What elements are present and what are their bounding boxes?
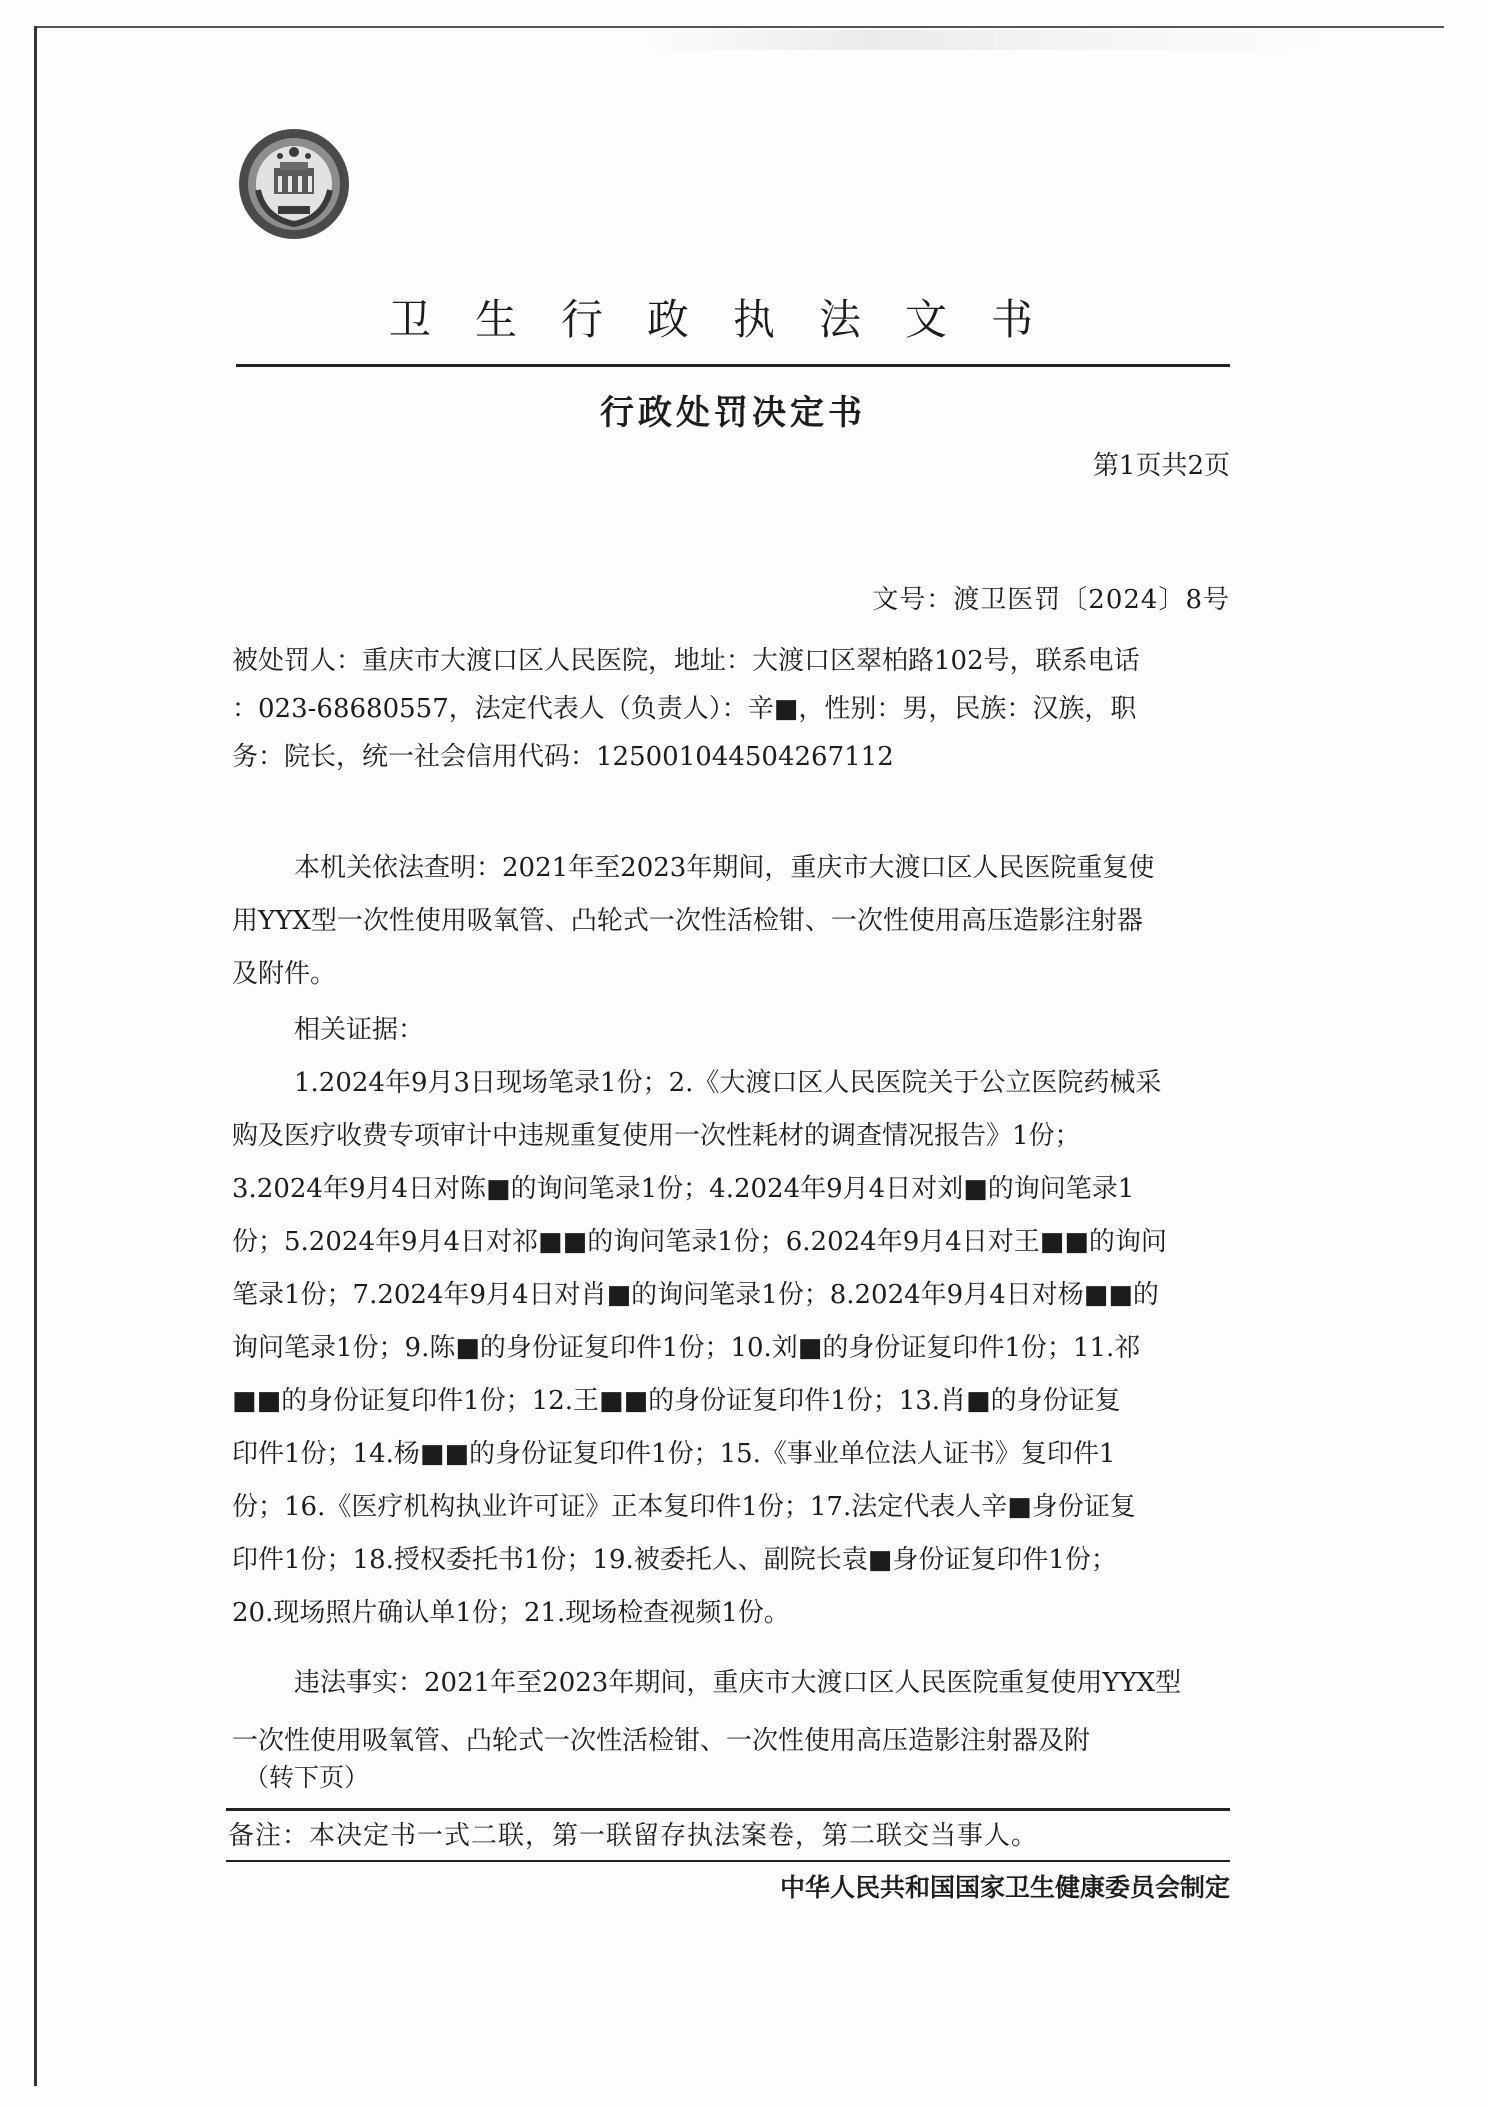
facts-line: 违法事实：2021年至2023年期间，重庆市大渡口区人民医院重复使用YYX型 [294,1668,1182,1698]
page-counter: 第1页共2页 [1092,451,1230,481]
document-number: 文号：渡卫医罚〔2024〕8号 [872,585,1230,615]
evidence-line: 笔录1份；7.2024年9月4日对肖■的询问笔录1份；8.2024年9月4日对杨■■的 [232,1280,1159,1310]
footer-divider-bottom [226,1860,1230,1862]
scan-smudge [640,30,1330,50]
evidence-line: 购及医疗收费专项审计中违规重复使用一次性耗材的调查情况报告》1份； [232,1121,1081,1151]
series-title: 卫生行政执法文书 [388,295,1077,344]
evidence-line: 3.2024年9月4日对陈■的询问笔录1份；4.2024年9月4日对刘■的询问笔录1 [232,1174,1135,1204]
evidence-section [232,1004,1232,1640]
evidence-line: 1.2024年9月3日现场笔录1份；2.《大渡口区人民医院关于公立医院药械采 [294,1068,1162,1098]
evidence-heading: 相关证据： [294,1015,425,1045]
findings-line: 及附件。 [232,959,337,989]
violation-facts-section [232,1654,1232,1770]
document-title: 行政处罚决定书 [600,393,866,433]
party-line: 被处罚人：重庆市大渡口区人民医院，地址：大渡口区翠柏路102号，联系电话 [232,646,1140,676]
party-line: 务：院长，统一社会信用代码：125001044504267112 [232,742,894,772]
evidence-line: 询问笔录1份；9.陈■的身份证复印件1份；10.刘■的身份证复印件1份；11.祁 [232,1333,1141,1363]
page-edge-left [34,26,37,2086]
findings-line: 用YYX型一次性使用吸氧管、凸轮式一次性活检钳、一次性使用高压造影注射器 [232,906,1143,936]
penalized-party-section [232,637,1232,781]
evidence-line: 份；16.《医疗机构执业许可证》正本复印件1份；17.法定代表人辛■身份证复 [232,1492,1136,1522]
evidence-line: 份；5.2024年9月4日对祁■■的询问笔录1份；6.2024年9月4日对王■■的询问 [232,1227,1167,1257]
remark-note: 备注：本决定书一式二联，第一联留存执法案卷，第二联交当事人。 [228,1821,1039,1851]
evidence-line: 20.现场照片确认单1份；21.现场检查视频1份。 [232,1598,790,1628]
national-emblem-icon [238,128,350,240]
title-divider [236,364,1230,367]
facts-line: 一次性使用吸氧管、凸轮式一次性活检钳、一次性使用高压造影注射器及附 [232,1726,1091,1756]
page-edge-top [34,26,1444,28]
footer-divider-top [226,1808,1230,1811]
findings-line: 本机关依法查明：2021年至2023年期间，重庆市大渡口区人民医院重复使 [294,853,1155,883]
issuer-note: 中华人民共和国国家卫生健康委员会制定 [779,1873,1230,1902]
evidence-line: 印件1份；14.杨■■的身份证复印件1份；15.《事业单位法人证书》复印件1 [232,1439,1116,1469]
findings-section [232,842,1232,1001]
evidence-line: 印件1份；18.授权委托书1份；19.被委托人、副院长袁■身份证复印件1份； [232,1545,1117,1575]
party-line: ：023-68680557，法定代表人（负责人）：辛■，性别：男，民族：汉族，职 [232,694,1137,724]
continued-note: （转下页） [244,1763,370,1792]
evidence-line: ■■的身份证复印件1份；12.王■■的身份证复印件1份；13.肖■的身份证复 [232,1386,1121,1416]
